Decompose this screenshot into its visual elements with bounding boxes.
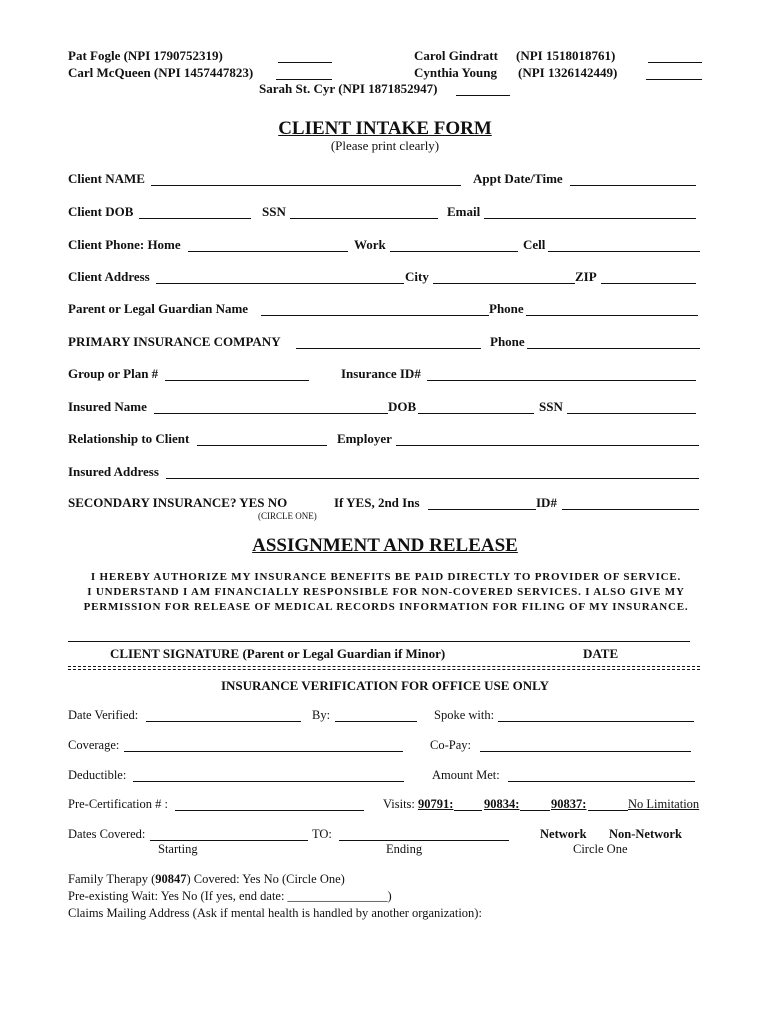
- client-name-field[interactable]: [151, 185, 461, 186]
- email-field[interactable]: [484, 218, 696, 219]
- label-primary-insurance: PRIMARY INSURANCE COMPANY: [68, 334, 281, 349]
- circle-one-note: (CIRCLE ONE): [258, 511, 317, 521]
- provider-carol-gindratt: Carol Gindratt: [414, 48, 498, 63]
- provider-npi: (NPI 1518018761): [516, 48, 616, 63]
- label-client-signature: CLIENT SIGNATURE (Parent or Legal Guardian if Minor): [110, 646, 446, 661]
- form-title: CLIENT INTAKE FORM: [278, 118, 492, 139]
- family-therapy-options: ) Covered: Yes No (Circle One): [186, 872, 345, 886]
- visit-code-line: [588, 810, 628, 811]
- no-limitation-option[interactable]: No Limitation: [628, 797, 700, 811]
- relationship-field[interactable]: [197, 445, 327, 446]
- spoke-with-field[interactable]: [498, 721, 694, 722]
- label-city: City: [405, 269, 429, 284]
- provider-checkline: [648, 62, 702, 63]
- dob-field[interactable]: [139, 218, 251, 219]
- copay-field[interactable]: [480, 751, 691, 752]
- release-text-line-1: I HEREBY AUTHORIZE MY INSURANCE BENEFITS BE PAID DIRECTLY TO PROVIDER OF SERVICE.: [90, 571, 682, 583]
- provider-npi: (NPI 1326142449): [518, 65, 618, 80]
- zip-field[interactable]: [601, 283, 696, 284]
- label-date-verified: Date Verified:: [68, 708, 139, 722]
- insurance-phone-field[interactable]: [527, 348, 700, 349]
- label-dates-covered: Dates Covered:: [68, 827, 146, 841]
- label-insured-name: Insured Name: [68, 399, 147, 414]
- visit-code-90791: 90791:: [418, 797, 454, 811]
- provider-cynthia-young: Cynthia Young: [414, 65, 497, 80]
- label-copay: Co-Pay:: [430, 738, 471, 752]
- provider-checkline: [646, 79, 702, 80]
- label-dob: Client DOB: [68, 204, 134, 219]
- label-phone-home: Client Phone: Home: [68, 237, 181, 252]
- dates-covered-start-field[interactable]: [150, 840, 308, 841]
- label-group: Group or Plan #: [68, 366, 159, 381]
- address-field[interactable]: [156, 283, 404, 284]
- employer-field[interactable]: [396, 445, 699, 446]
- label-zip: ZIP: [575, 269, 597, 284]
- label-if-yes: If YES, 2nd Ins: [334, 495, 420, 510]
- label-by: By:: [312, 708, 331, 722]
- label-appt: Appt Date/Time: [473, 171, 563, 186]
- guardian-phone-field[interactable]: [526, 315, 698, 316]
- phone-home-field[interactable]: [188, 251, 348, 252]
- label-coverage: Coverage:: [68, 738, 120, 752]
- label-to: TO:: [312, 827, 332, 841]
- label-ending: Ending: [386, 842, 423, 856]
- appt-field[interactable]: [570, 185, 696, 186]
- provider-pat-fogle: Pat Fogle (NPI 1790752319): [68, 48, 223, 63]
- group-field[interactable]: [165, 380, 309, 381]
- label-address: Client Address: [68, 269, 150, 284]
- ssn-field[interactable]: [290, 218, 438, 219]
- network-option[interactable]: Network: [540, 827, 587, 841]
- primary-insurance-field[interactable]: [296, 348, 481, 349]
- family-therapy-label: Family Therapy (: [68, 872, 156, 886]
- dates-covered-end-field[interactable]: [339, 840, 509, 841]
- visit-code-90837: 90837:: [551, 797, 587, 811]
- second-insurance-field[interactable]: [428, 509, 536, 510]
- release-text-line-3: PERMISSION FOR RELEASE OF MEDICAL RECORDS INFORMATION FOR FILING OF MY INSURANCE.: [83, 601, 689, 613]
- label-ssn: SSN: [262, 204, 286, 219]
- label-work: Work: [354, 237, 386, 252]
- insured-name-field[interactable]: [154, 413, 388, 414]
- label-visits: Visits:: [383, 797, 415, 811]
- label-precert: Pre-Certification # :: [68, 797, 168, 811]
- label-insured-ssn: SSN: [539, 399, 563, 414]
- insured-ssn-field[interactable]: [567, 413, 696, 414]
- amount-met-field[interactable]: [508, 781, 695, 782]
- label-secondary-insurance: SECONDARY INSURANCE? YES NO: [68, 495, 288, 510]
- label-insured-address: Insured Address: [68, 464, 159, 479]
- family-therapy-code: 90847: [155, 872, 187, 886]
- coverage-field[interactable]: [124, 751, 403, 752]
- city-field[interactable]: [433, 283, 575, 284]
- section-divider: [68, 669, 700, 670]
- label-insured-dob: DOB: [388, 399, 417, 414]
- date-verified-field[interactable]: [146, 721, 301, 722]
- label-email: Email: [447, 204, 481, 219]
- form-subtitle: (Please print clearly): [330, 138, 440, 153]
- provider-checkline: [456, 95, 510, 96]
- work-field[interactable]: [390, 251, 518, 252]
- provider-checkline: [276, 79, 332, 80]
- non-network-option[interactable]: Non-Network: [609, 827, 682, 841]
- deductible-field[interactable]: [133, 781, 404, 782]
- provider-sarah-st-cyr: Sarah St. Cyr (NPI 1871852947): [259, 81, 438, 96]
- cell-field[interactable]: [548, 251, 700, 252]
- second-insurance-id-field[interactable]: [562, 509, 699, 510]
- provider-checkline: [278, 62, 332, 63]
- label-cell: Cell: [523, 237, 546, 252]
- label-insurance-id: Insurance ID#: [341, 366, 421, 381]
- release-text-line-2: I UNDERSTAND I AM FINANCIALLY RESPONSIBLE FOR NON-COVERED SERVICES. I ALSO GIVE MY: [87, 586, 685, 598]
- family-therapy-line: [68, 873, 345, 886]
- preexisting-wait-line: Pre-existing Wait: Yes No (If yes, end date: ________________): [68, 889, 392, 903]
- label-circle-one: Circle One: [573, 842, 628, 856]
- guardian-field[interactable]: [261, 315, 489, 316]
- label-amount-met: Amount Met:: [432, 768, 500, 782]
- insured-dob-field[interactable]: [418, 413, 534, 414]
- label-signature-date: DATE: [583, 646, 619, 661]
- label-id: ID#: [536, 495, 557, 510]
- label-spoke-with: Spoke with:: [434, 708, 495, 722]
- label-deductible: Deductible:: [68, 768, 127, 782]
- verification-title: INSURANCE VERIFICATION FOR OFFICE USE ONLY: [220, 678, 550, 693]
- insurance-id-field[interactable]: [427, 380, 696, 381]
- section-divider: [68, 666, 700, 667]
- label-employer: Employer: [337, 431, 392, 446]
- release-title: ASSIGNMENT AND RELEASE: [252, 535, 518, 556]
- signature-line[interactable]: [68, 641, 690, 642]
- label-guardian-phone: Phone: [489, 301, 524, 316]
- provider-carl-mcqueen: Carl McQueen (NPI 1457447823): [68, 65, 254, 80]
- label-insurance-phone: Phone: [490, 334, 525, 349]
- visit-code-line: [454, 810, 482, 811]
- visit-code-line: [520, 810, 550, 811]
- label-guardian: Parent or Legal Guardian Name: [68, 301, 249, 316]
- label-relationship: Relationship to Client: [68, 431, 190, 446]
- verified-by-field[interactable]: [335, 721, 417, 722]
- label-client-name: Client NAME: [68, 171, 145, 186]
- precert-field[interactable]: [175, 810, 364, 811]
- claims-address-line: Claims Mailing Address (Ask if mental health is handled by another organization):: [68, 906, 482, 920]
- visit-code-90834: 90834:: [484, 797, 520, 811]
- label-starting: Starting: [158, 842, 198, 856]
- insured-address-field[interactable]: [166, 478, 699, 479]
